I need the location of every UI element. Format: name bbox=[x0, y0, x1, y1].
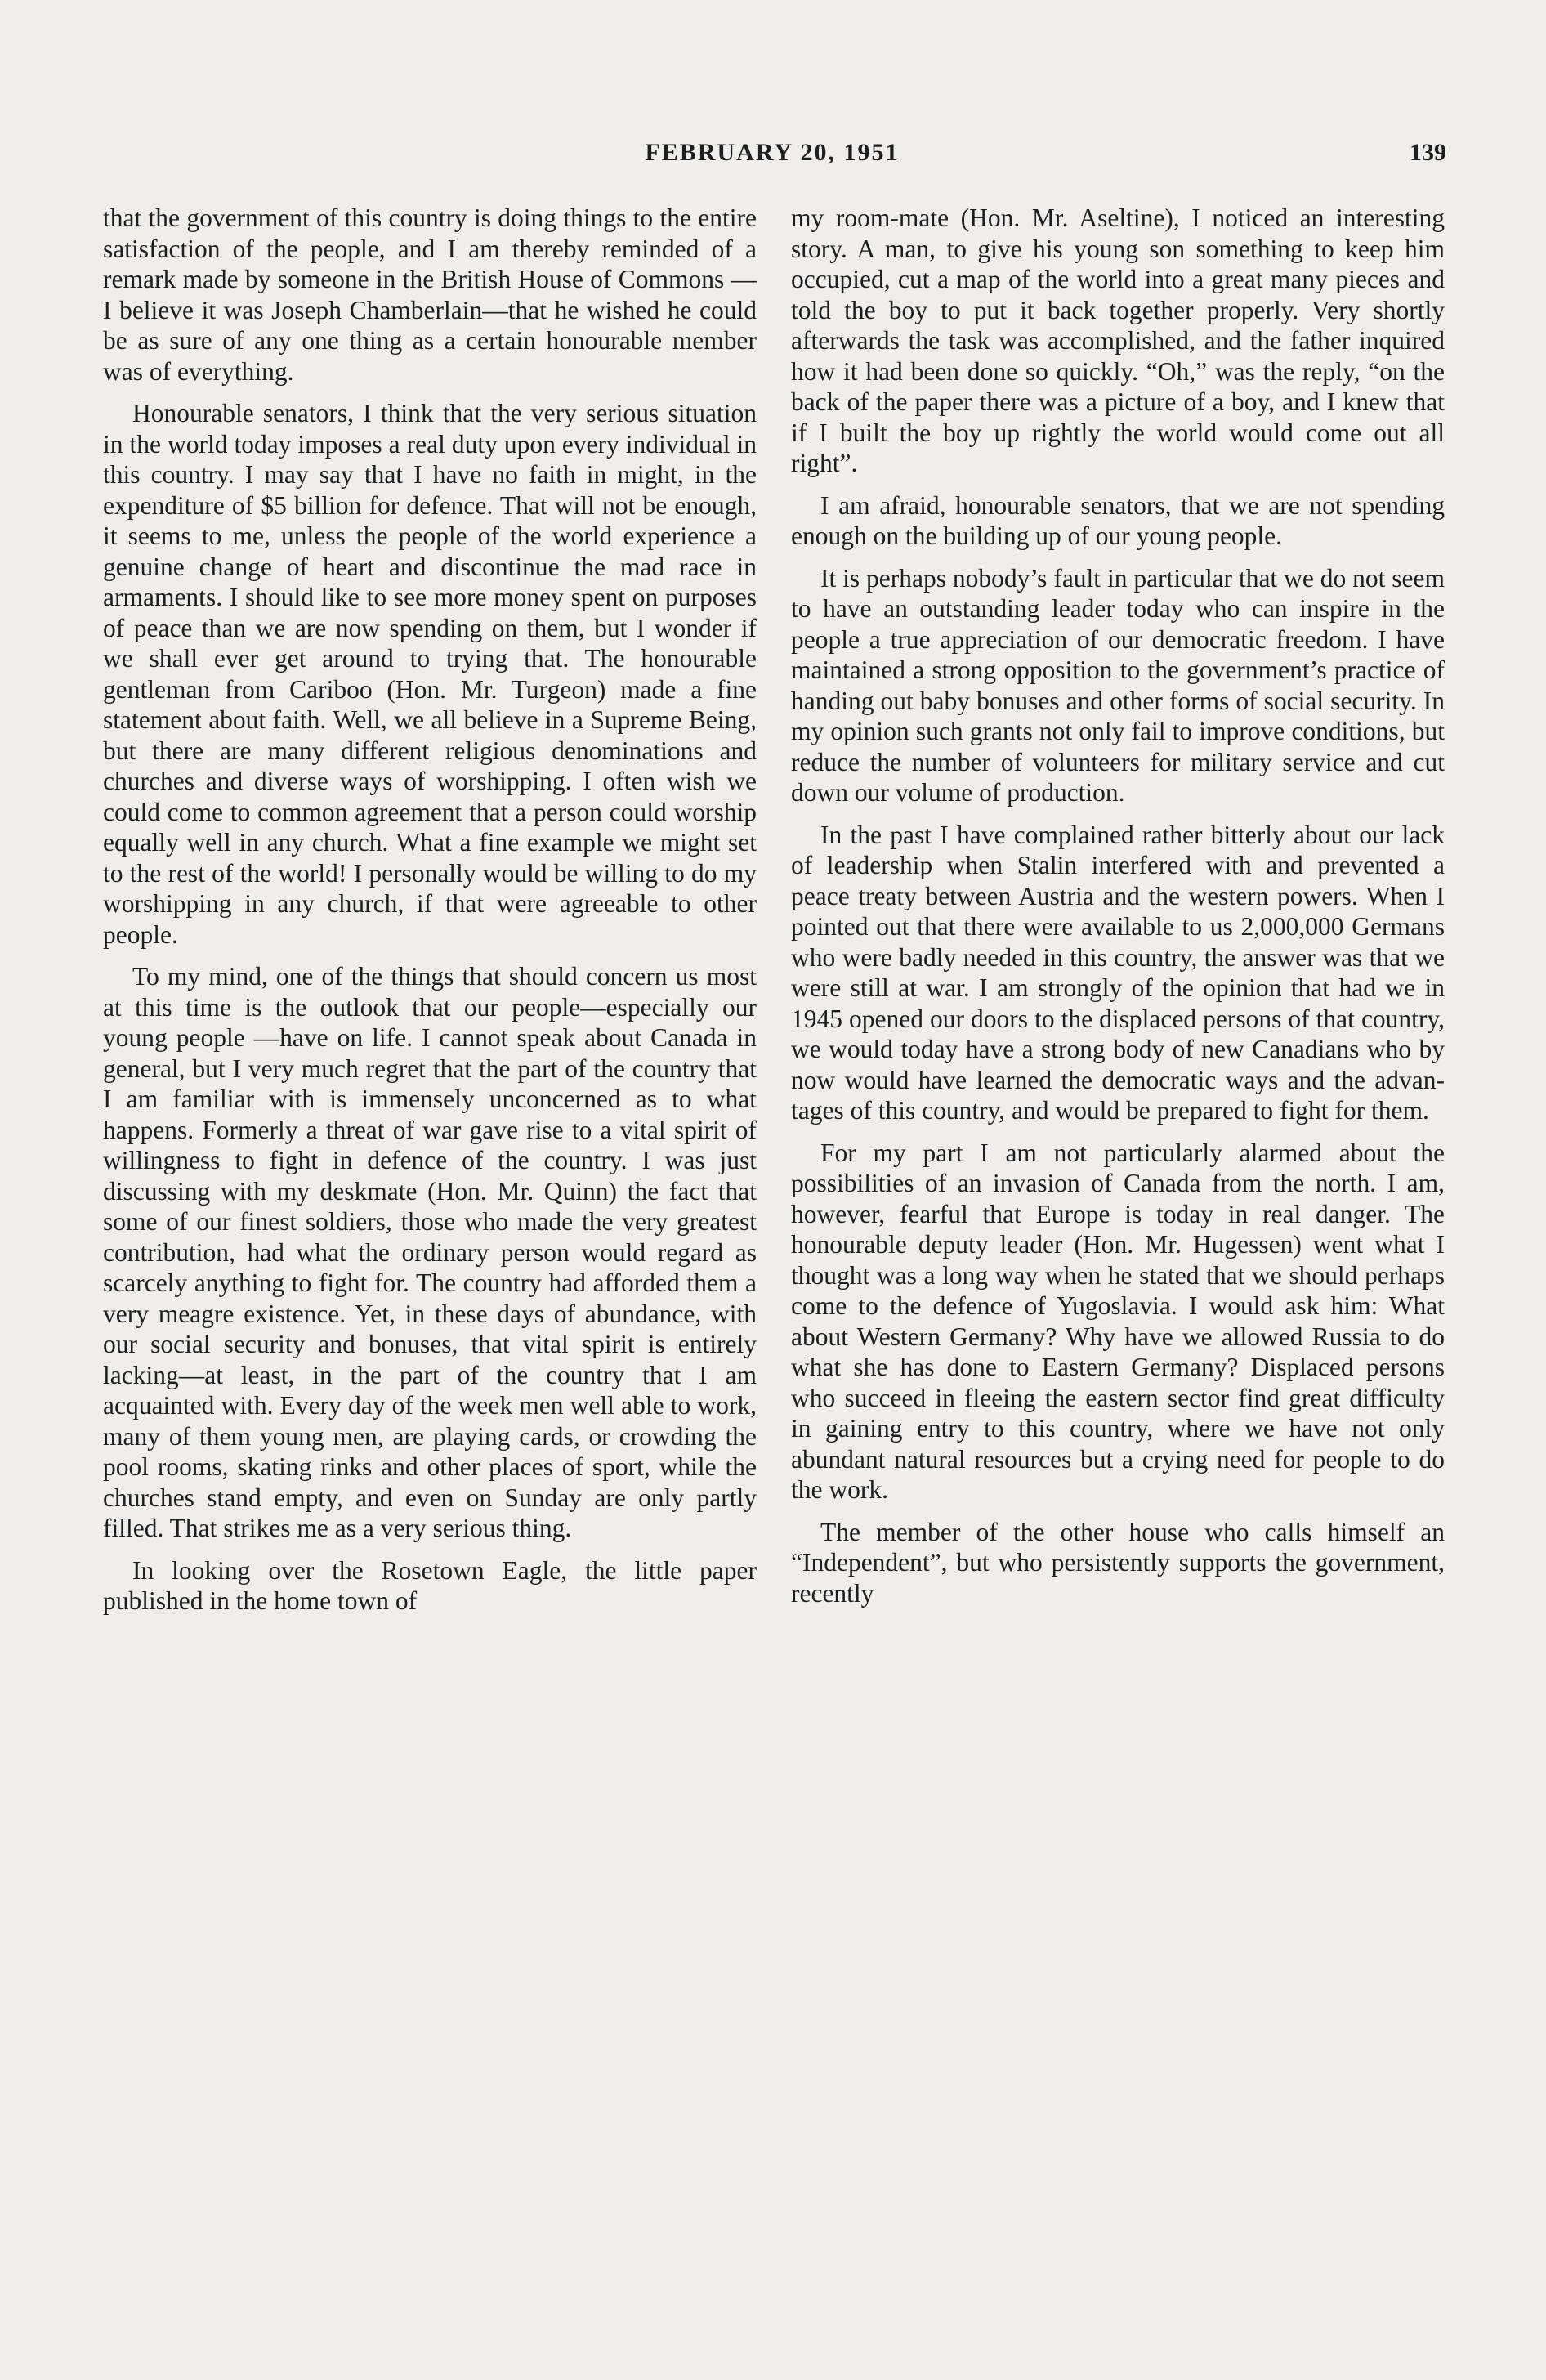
paragraph: For my part I am not particularly alarmed about the possibilities of an invasion of Canada from the north. I am, however, fearful that Europe is today in real danger. The honourable deputy leader (Hon. Mr. Hugessen) went what I thought was a long way when he stated that we should perhaps come to the defence of Yugoslavia. I would ask him: What about Western Germany? Why have we allowed Russia to do what she has done to Eastern Germany? Displaced persons who succeed in fleeing the eastern sector find great difficulty in gaining entry to this country, where we have not only abundant natural resources but a crying need for people to do the work. bbox=[791, 1138, 1445, 1504]
paragraph: In looking over the Rosetown Eagle, the little paper published in the home town of bbox=[103, 1555, 757, 1615]
paragraph: that the government of this country is doing things to the entire satisfaction of the people, and I am thereby reminded of a remark made by someone in the British House of Commons —I believe it was Joseph Chamberlain—that he wished he could be as sure of any one thing as a certain honourable member was of everything. bbox=[103, 204, 757, 386]
paragraph: Honourable senators, I think that the very serious situation in the world today imposes a real duty upon every individual in this country. I may say that I have no faith in might, in the expenditure of $5 billion for defence. That will not be enough, it seems to me, unless the people of the world experience a genuine change of heart and discontinue the mad race in armaments. I should like to see more money spent on purposes of peace than we are now spending on them, but I wonder if we shall ever get around to trying that. The honourable gentleman from Cariboo (Hon. Mr. Turgeon) made a fine statement about faith. Well, we all believe in a Supreme Being, but there are many different religious denominations and churches and diverse ways of worshipping. I often wish we could come to common agreement that a person could worship equally well in any church. What a fine example we might set to the rest of the world! I personally would be willing to do my worshipping in any church, if that were agreeable to other people. bbox=[103, 399, 757, 949]
paragraph: To my mind, one of the things that should concern us most at this time is the outlook that our people—especially our young people —have on life. I cannot speak about Canada in general, but I very much regret that the part of the country that I am familiar with is immensely unconcerned as to what happens. Formerly a threat of war gave rise to a vital spirit of willingness to fight in defence of the country. I was just discussing with my deskmate (Hon. Mr. Quinn) the fact that some of our finest soldiers, those who made the very greatest contribution, had what the ordinary person would regard as scarcely anything to fight for. The country had afforded them a very meagre existence. Yet, in these days of abundance, with our social security and bonuses, that vital spirit is entirely lacking—at least, in the part of the country that I am acquainted with. Every day of the week men well able to work, many of them young men, are playing cards, or crowding the pool rooms, skating rinks and other places of sport, while the churches stand empty, and even on Sunday are only partly filled. That strikes me as a very serious thing. bbox=[103, 962, 757, 1542]
paragraph: I am afraid, honourable senators, that we are not spending enough on the building up of our young people. bbox=[791, 490, 1445, 550]
paragraph: In the past I have complained rather bitterly about our lack of leadership when Stalin interfered with and prevented a peace treaty between Austria and the western powers. When I pointed out that there were available to us 2,000,000 Germans who were badly needed in this country, the answer was that we were still at war. I am strongly of the opinion that had we in 1945 opened our doors to the displaced persons of that country, we would today have a strong body of new Canadians who by now would have learned the democratic ways and the advantages of this country, and would be prepared to fight for them. bbox=[791, 820, 1445, 1125]
right-column bbox=[791, 203, 1445, 1620]
paragraph: The member of the other house who calls himself an “Independent”, but who persistently supports the government, recently bbox=[791, 1517, 1445, 1608]
paragraph: It is perhaps nobody’s fault in particular that we do not seem to have an outstanding leader today who can inspire in the people a true appreciation of our democratic freedom. I have maintained a strong opposition to the government’s practice of handing out baby bonuses and other forms of social security. In my opinion such grants not only fail to improve conditions, but reduce the number of volunteers for military service and cut down our volume of production. bbox=[791, 563, 1445, 807]
header-date: FEBRUARY 20, 1951 bbox=[645, 139, 900, 166]
page-header bbox=[98, 139, 1446, 175]
left-column bbox=[103, 203, 757, 1628]
page-number: 139 bbox=[1410, 139, 1446, 166]
paragraph: my room-mate (Hon. Mr. Aseltine), I noticed an interesting story. A man, to give his young son something to keep him occupied, cut a map of the world into a great many pieces and told the boy to put it back together properly. Very shortly afterwards the task was accomplished, and the father inquired how it had been done so quickly. “Oh,” was the reply, “on the back of the paper there was a picture of a boy, and I knew that if I built the boy up rightly the world would come out all right”. bbox=[791, 204, 1445, 477]
